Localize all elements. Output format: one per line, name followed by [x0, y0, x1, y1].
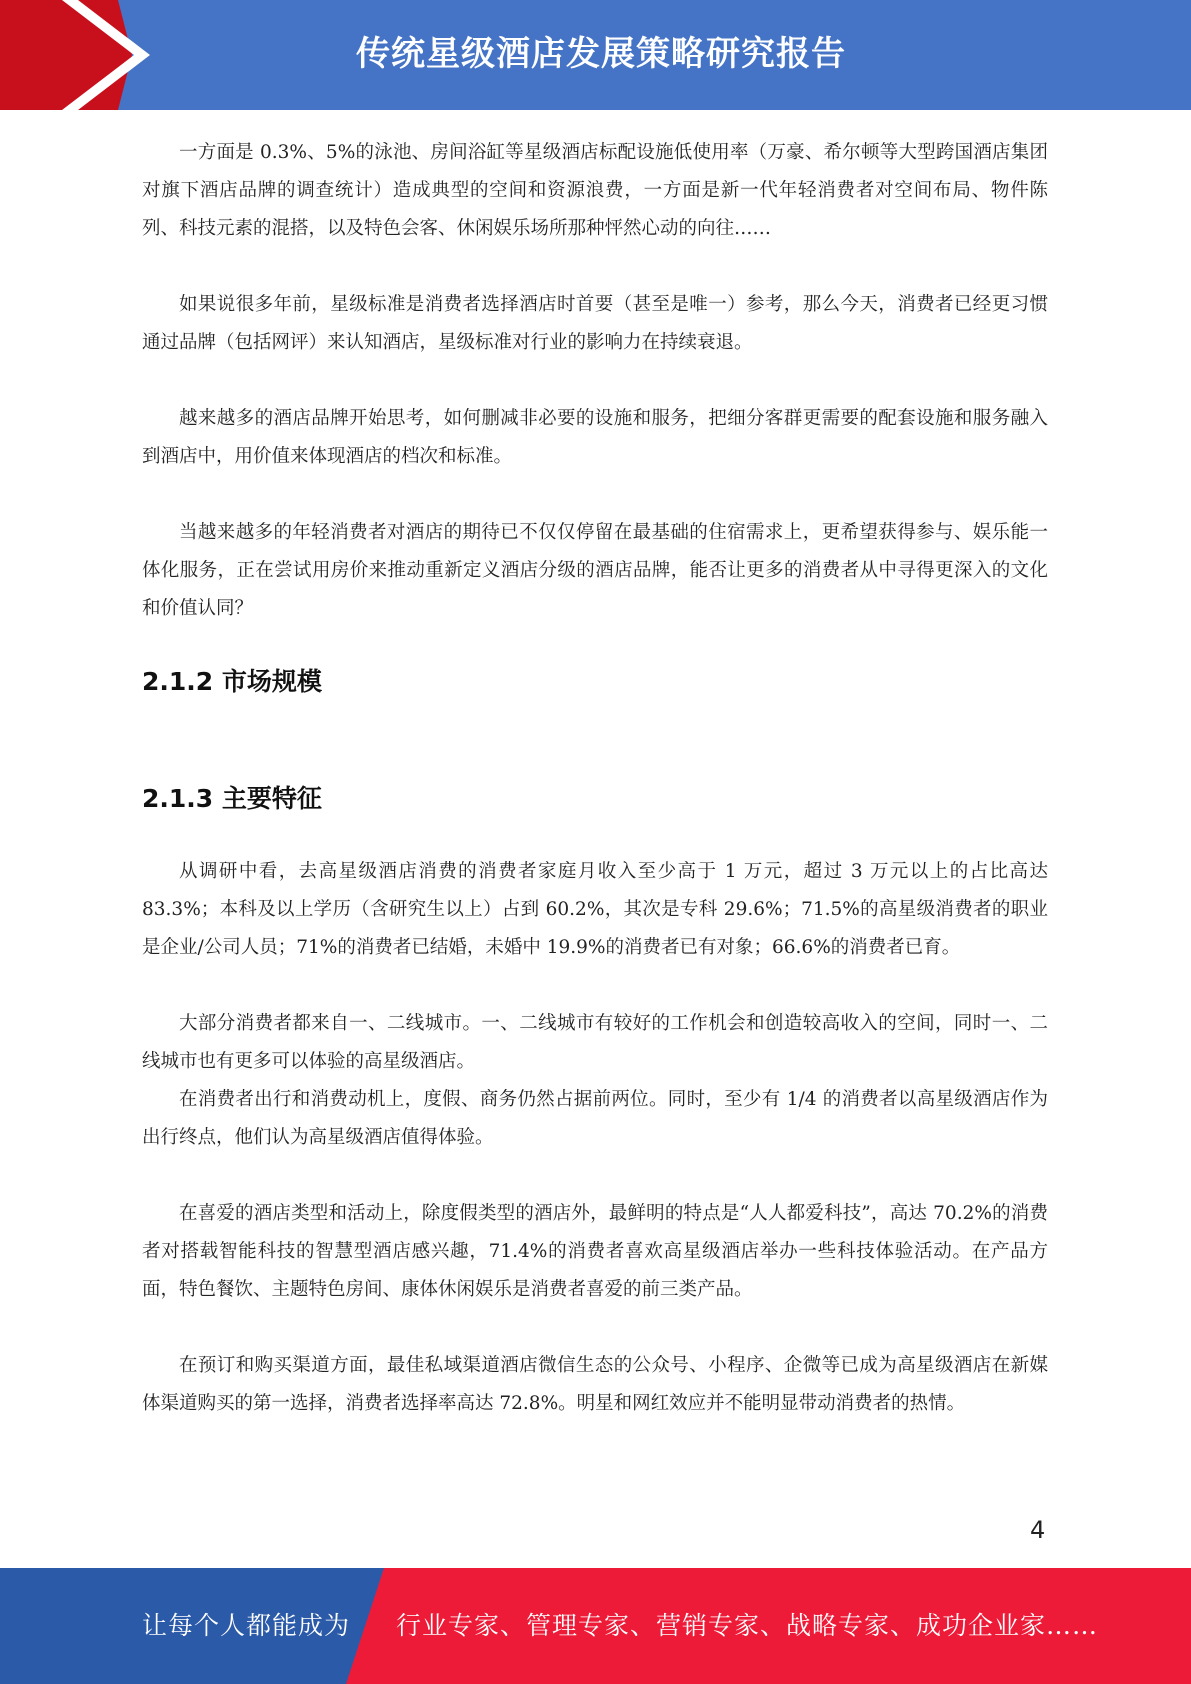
- paragraph: 如果说很多年前，星级标准是消费者选择酒店时首要（甚至是唯一）参考，那么今天，消费者已经更习惯通过品牌（包括网评）来认知酒店，星级标准对行业的影响力在持续衰退。: [142, 294, 1048, 353]
- paragraph: 当越来越多的年轻消费者对酒店的期待已不仅仅停留在最基础的住宿需求上，更希望获得参与、娱乐能一体化服务，正在尝试用房价来推动重新定义酒店分级的酒店品牌，能否让更多的消费者从中寻得更深入的文化和价值认同？: [142, 522, 1048, 619]
- page-number: 4: [1030, 1516, 1046, 1544]
- footer-banner: [0, 1568, 1191, 1684]
- section-heading-market-size: 2.1.2 市场规模: [142, 667, 322, 696]
- header-red-block: [0, 0, 132, 110]
- paragraph: 在喜爱的酒店类型和活动上，除度假类型的酒店外，最鲜明的特点是“人人都爱科技”，高达 70.2%的消费者对搭载智能科技的智慧型酒店感兴趣，71.4%的消费者喜欢高星级酒店举办一些科技体验活动。在产品方面，特色餐饮、主题特色房间、康体休闲娱乐是消费者喜爱的前三类产品。: [142, 1203, 1048, 1300]
- page-title: 传统星级酒店发展策略研究报告: [356, 34, 846, 74]
- paragraph: 在消费者出行和消费动机上，度假、商务仍然占据前两位。同时，至少有 1/4 的消费者以高星级酒店作为出行终点，他们认为高星级酒店值得体验。: [142, 1089, 1048, 1148]
- paragraph: 从调研中看，去高星级酒店消费的消费者家庭月收入至少高于 1 万元，超过 3 万元以上的占比高达 83.3%；本科及以上学历（含研究生以上）占到 60.2%，其次是专科 29.6%；71.5%的高星级消费者的职业是企业/公司人员；71%的消费者已结婚，未婚中 19.9%的消费者已有对象；66.6%的消费者已育。: [142, 861, 1048, 958]
- paragraph: 在预订和购买渠道方面，最佳私域渠道酒店微信生态的公众号、小程序、企微等已成为高星级酒店在新媒体渠道购买的第一选择，消费者选择率高达 72.8%。明星和网红效应并不能明显带动消费者的热情。: [142, 1355, 1048, 1414]
- paragraph: 一方面是 0.3%、5%的泳池、房间浴缸等星级酒店标配设施低使用率（万豪、希尔顿等大型跨国酒店集团对旗下酒店品牌的调查统计）造成典型的空间和资源浪费，一方面是新一代年轻消费者对空间布局、物件陈列、科技元素的混搭，以及特色会客、休闲娱乐场所那种怦然心动的向往……: [142, 142, 1048, 239]
- paragraph: 越来越多的酒店品牌开始思考，如何删减非必要的设施和服务，把细分客群更需要的配套设施和服务融入到酒店中，用价值来体现酒店的档次和标准。: [142, 408, 1048, 467]
- footer-slogan-left: 让每个人都能成为: [142, 1611, 351, 1640]
- footer-slogan-right: 行业专家、管理专家、营销专家、战略专家、成功企业家……: [396, 1611, 1099, 1640]
- main-content: [142, 134, 1048, 1423]
- header-banner: [0, 0, 1191, 110]
- section-heading-main-features: 2.1.3 主要特征: [142, 784, 322, 813]
- paragraph: 大部分消费者都来自一、二线城市。一、二线城市有较好的工作机会和创造较高收入的空间，同时一、二线城市也有更多可以体验的高星级酒店。: [142, 1013, 1048, 1072]
